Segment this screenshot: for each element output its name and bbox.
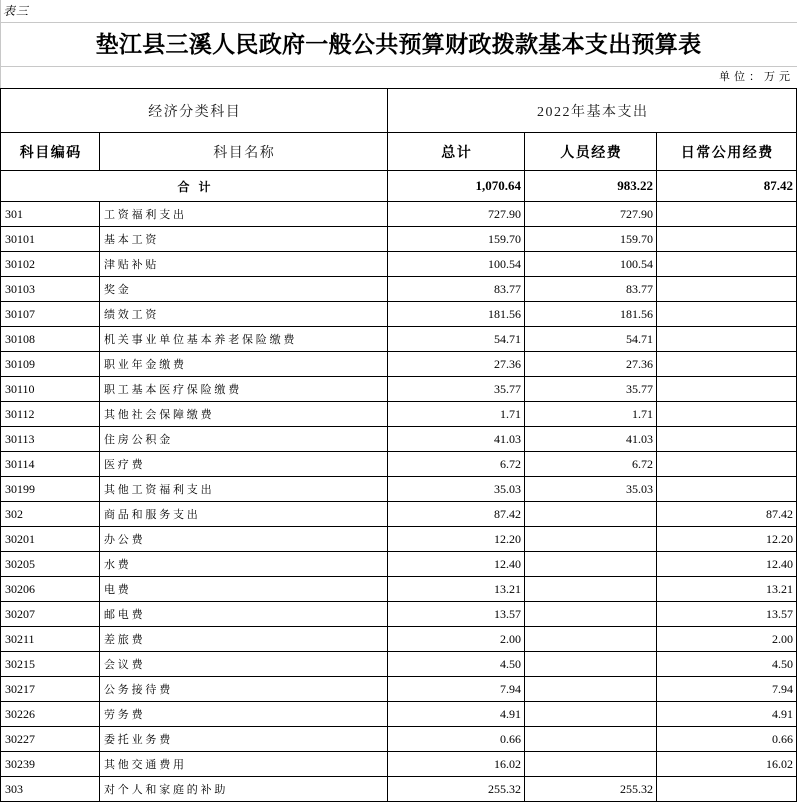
row-total-cell: 1.71 xyxy=(388,402,525,427)
row-personnel-cell xyxy=(525,677,657,702)
row-total-cell: 12.20 xyxy=(388,527,525,552)
row-total-cell: 13.57 xyxy=(388,602,525,627)
page-title: 垫江县三溪人民政府一般公共预算财政拨款基本支出预算表 xyxy=(95,32,702,57)
row-public-cell: 7.94 xyxy=(657,677,797,702)
row-code-cell: 30217 xyxy=(1,677,100,702)
row-name-cell: 医疗费 xyxy=(100,452,388,477)
row-code-cell: 30199 xyxy=(1,477,100,502)
row-public-cell: 13.21 xyxy=(657,577,797,602)
row-public-cell: 0.66 xyxy=(657,727,797,752)
row-name-cell: 津贴补贴 xyxy=(100,252,388,277)
row-public-cell xyxy=(657,227,797,252)
header-code: 科目编码 xyxy=(1,133,100,171)
row-name-cell: 其他交通费用 xyxy=(100,752,388,777)
row-name-cell: 机关事业单位基本养老保险缴费 xyxy=(100,327,388,352)
row-total-cell: 87.42 xyxy=(388,502,525,527)
row-personnel-cell xyxy=(525,527,657,552)
row-total-cell: 35.77 xyxy=(388,377,525,402)
row-public-cell xyxy=(657,777,797,802)
row-name-cell: 邮电费 xyxy=(100,602,388,627)
row-total-cell: 27.36 xyxy=(388,352,525,377)
row-public-cell: 13.57 xyxy=(657,602,797,627)
row-name-cell: 劳务费 xyxy=(100,702,388,727)
row-public-cell: 12.20 xyxy=(657,527,797,552)
row-total-cell: 12.40 xyxy=(388,552,525,577)
header-personnel: 人员经费 xyxy=(525,133,657,171)
row-code-cell: 30103 xyxy=(1,277,100,302)
row-name-cell: 其他社会保障缴费 xyxy=(100,402,388,427)
row-name-cell: 商品和服务支出 xyxy=(100,502,388,527)
row-total-cell: 100.54 xyxy=(388,252,525,277)
row-public-cell: 2.00 xyxy=(657,627,797,652)
row-name-cell: 职业年金缴费 xyxy=(100,352,388,377)
budget-table xyxy=(0,88,797,802)
row-total-cell: 13.21 xyxy=(388,577,525,602)
row-total-cell: 16.02 xyxy=(388,752,525,777)
row-personnel-cell xyxy=(525,727,657,752)
totals-personnel: 983.22 xyxy=(525,171,657,202)
row-total-cell: 4.50 xyxy=(388,652,525,677)
row-total-cell: 0.66 xyxy=(388,727,525,752)
row-personnel-cell: 27.36 xyxy=(525,352,657,377)
row-code-cell: 30112 xyxy=(1,402,100,427)
row-name-cell: 对个人和家庭的补助 xyxy=(100,777,388,802)
row-total-cell: 2.00 xyxy=(388,627,525,652)
row-public-cell xyxy=(657,327,797,352)
row-public-cell: 4.91 xyxy=(657,702,797,727)
row-public-cell xyxy=(657,302,797,327)
row-name-cell: 住房公积金 xyxy=(100,427,388,452)
row-personnel-cell: 100.54 xyxy=(525,252,657,277)
header-total: 总计 xyxy=(388,133,525,171)
row-total-cell: 7.94 xyxy=(388,677,525,702)
row-code-cell: 30101 xyxy=(1,227,100,252)
row-name-cell: 基本工资 xyxy=(100,227,388,252)
row-code-cell: 30206 xyxy=(1,577,100,602)
row-name-cell: 奖金 xyxy=(100,277,388,302)
unit-label: 单位：万元 xyxy=(719,71,794,83)
header-name: 科目名称 xyxy=(100,133,388,171)
row-code-cell: 302 xyxy=(1,502,100,527)
row-total-cell: 4.91 xyxy=(388,702,525,727)
row-total-cell: 181.56 xyxy=(388,302,525,327)
row-code-cell: 303 xyxy=(1,777,100,802)
row-personnel-cell: 35.03 xyxy=(525,477,657,502)
row-personnel-cell: 35.77 xyxy=(525,377,657,402)
row-total-cell: 41.03 xyxy=(388,427,525,452)
row-name-cell: 差旅费 xyxy=(100,627,388,652)
row-public-cell xyxy=(657,402,797,427)
row-code-cell: 30205 xyxy=(1,552,100,577)
row-public-cell: 16.02 xyxy=(657,752,797,777)
row-code-cell: 30102 xyxy=(1,252,100,277)
totals-total: 1,070.64 xyxy=(388,171,525,202)
row-personnel-cell: 255.32 xyxy=(525,777,657,802)
row-code-cell: 30109 xyxy=(1,352,100,377)
row-code-cell: 30107 xyxy=(1,302,100,327)
row-public-cell xyxy=(657,277,797,302)
row-code-cell: 30207 xyxy=(1,602,100,627)
row-personnel-cell: 159.70 xyxy=(525,227,657,252)
totals-label: 合计 xyxy=(1,171,388,202)
row-code-cell: 30114 xyxy=(1,452,100,477)
gridline-title-bottom xyxy=(0,66,797,67)
row-public-cell xyxy=(657,477,797,502)
row-personnel-cell: 1.71 xyxy=(525,402,657,427)
row-code-cell: 30211 xyxy=(1,627,100,652)
row-code-cell: 30239 xyxy=(1,752,100,777)
row-total-cell: 159.70 xyxy=(388,227,525,252)
row-personnel-cell: 83.77 xyxy=(525,277,657,302)
row-public-cell xyxy=(657,202,797,227)
row-code-cell: 301 xyxy=(1,202,100,227)
row-name-cell: 水费 xyxy=(100,552,388,577)
header-public: 日常公用经费 xyxy=(657,133,797,171)
row-public-cell xyxy=(657,252,797,277)
row-code-cell: 30215 xyxy=(1,652,100,677)
row-code-cell: 30108 xyxy=(1,327,100,352)
row-public-cell: 4.50 xyxy=(657,652,797,677)
header-basic-expenditure: 2022年基本支出 xyxy=(388,89,797,133)
row-public-cell: 12.40 xyxy=(657,552,797,577)
row-personnel-cell: 41.03 xyxy=(525,427,657,452)
totals-public: 87.42 xyxy=(657,171,797,202)
row-total-cell: 54.71 xyxy=(388,327,525,352)
row-personnel-cell: 54.71 xyxy=(525,327,657,352)
row-public-cell xyxy=(657,427,797,452)
row-name-cell: 公务接待费 xyxy=(100,677,388,702)
row-public-cell: 87.42 xyxy=(657,502,797,527)
row-name-cell: 办公费 xyxy=(100,527,388,552)
row-name-cell: 职工基本医疗保险缴费 xyxy=(100,377,388,402)
row-personnel-cell xyxy=(525,652,657,677)
row-personnel-cell: 181.56 xyxy=(525,302,657,327)
row-total-cell: 255.32 xyxy=(388,777,525,802)
row-code-cell: 30113 xyxy=(1,427,100,452)
row-personnel-cell: 727.90 xyxy=(525,202,657,227)
header-economic-classification: 经济分类科目 xyxy=(1,89,388,133)
row-personnel-cell: 6.72 xyxy=(525,452,657,477)
row-name-cell: 绩效工资 xyxy=(100,302,388,327)
row-total-cell: 6.72 xyxy=(388,452,525,477)
row-name-cell: 委托业务费 xyxy=(100,727,388,752)
row-name-cell: 工资福利支出 xyxy=(100,202,388,227)
row-code-cell: 30110 xyxy=(1,377,100,402)
row-public-cell xyxy=(657,352,797,377)
row-code-cell: 30227 xyxy=(1,727,100,752)
row-personnel-cell xyxy=(525,552,657,577)
row-personnel-cell xyxy=(525,602,657,627)
row-public-cell xyxy=(657,377,797,402)
row-personnel-cell xyxy=(525,502,657,527)
row-name-cell: 会议费 xyxy=(100,652,388,677)
row-code-cell: 30226 xyxy=(1,702,100,727)
row-personnel-cell xyxy=(525,752,657,777)
row-personnel-cell xyxy=(525,627,657,652)
sheet-label: 表三 xyxy=(3,4,30,18)
row-code-cell: 30201 xyxy=(1,527,100,552)
row-public-cell xyxy=(657,452,797,477)
row-total-cell: 35.03 xyxy=(388,477,525,502)
row-personnel-cell xyxy=(525,702,657,727)
row-total-cell: 83.77 xyxy=(388,277,525,302)
row-total-cell: 727.90 xyxy=(388,202,525,227)
row-personnel-cell xyxy=(525,577,657,602)
row-name-cell: 其他工资福利支出 xyxy=(100,477,388,502)
row-name-cell: 电费 xyxy=(100,577,388,602)
